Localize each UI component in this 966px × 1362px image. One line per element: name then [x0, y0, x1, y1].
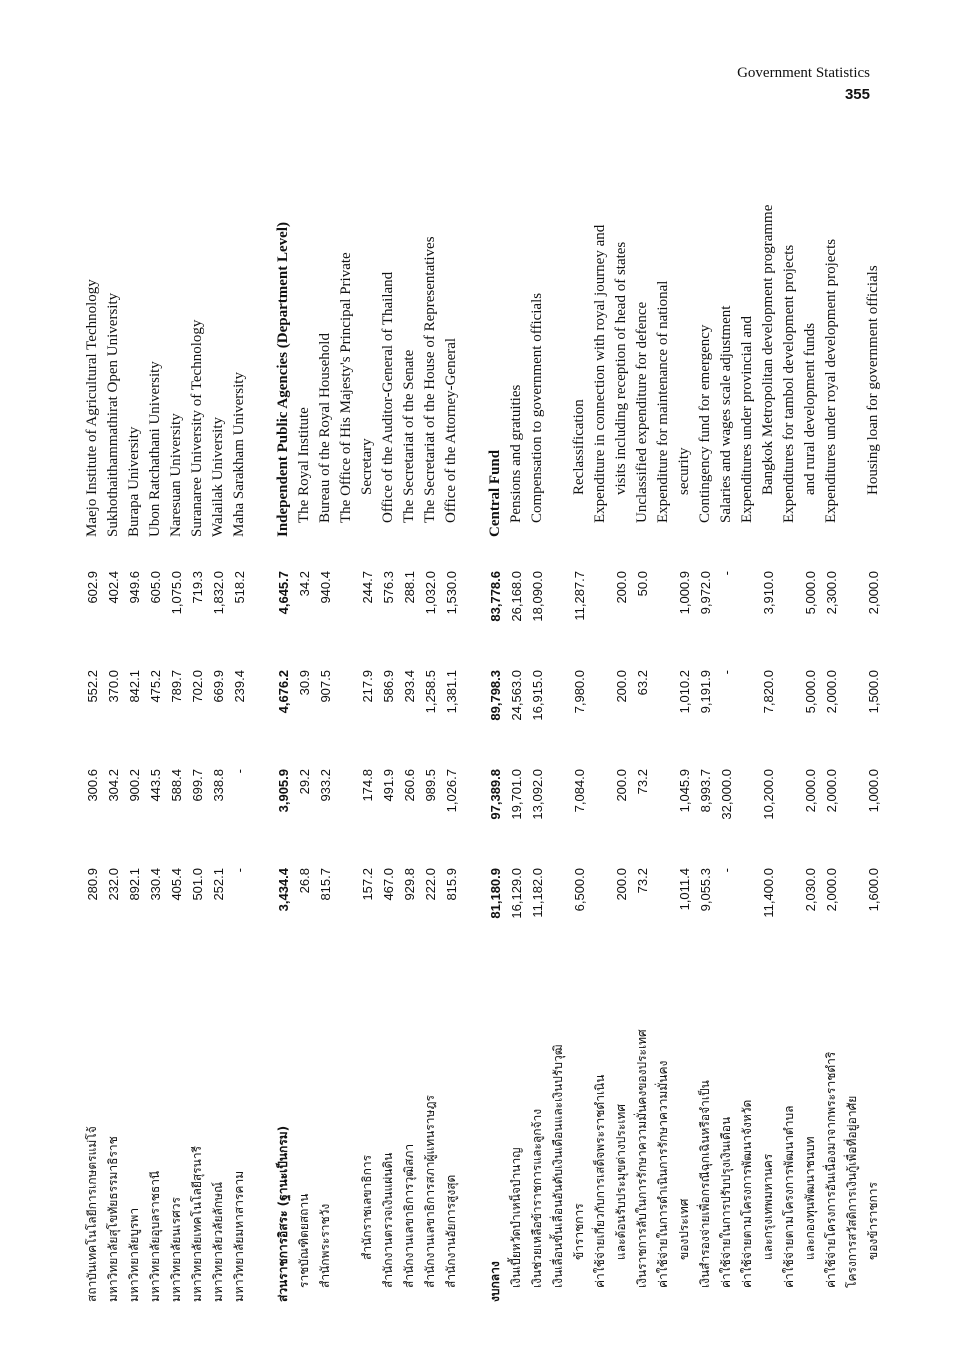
value-col-3: 1,258.5 — [423, 670, 438, 714]
thai-label: และกองทุนพัฒนาชนบท — [803, 1136, 817, 1260]
table-row — [336, 52, 357, 1302]
value-col-3: 63.2 — [635, 670, 650, 696]
value-col-2: 1,000.0 — [866, 769, 881, 813]
value-col-4: 518.2 — [232, 571, 247, 604]
value-col-3: 7,820.0 — [761, 670, 776, 714]
table-row — [842, 52, 863, 1302]
running-title: Government Statistics — [737, 65, 870, 81]
english-label: Walailak University — [210, 416, 226, 537]
thai-label: สำนักงานเลขาธิการสภาผู้แทนราษฎร — [423, 1095, 437, 1288]
english-label: Ubon Ratchathani University — [147, 361, 163, 537]
value-col-3: 789.7 — [169, 670, 184, 703]
value-col-3: 1,381.1 — [444, 670, 459, 714]
thai-label: มหาวิทยาลัยบูรพา — [127, 1207, 141, 1302]
english-label: Burapa University — [126, 426, 142, 537]
english-label: security — [676, 447, 692, 495]
value-col-2: 32,000.0 — [719, 769, 734, 820]
value-col-4: 34.2 — [297, 571, 312, 597]
table-row — [590, 52, 611, 1302]
page-number: 355 — [844, 86, 870, 103]
value-col-1: 2,000.0 — [824, 868, 839, 912]
value-col-4: 719.3 — [190, 571, 205, 604]
table-row — [548, 52, 569, 1302]
value-col-4: 576.3 — [381, 571, 396, 604]
english-label: Expenditure in connection with royal journey and — [592, 224, 608, 523]
english-label: Office of the Attorney-General — [443, 337, 459, 523]
english-label: Expenditures for tambol development projects — [781, 244, 797, 523]
value-col-3: 1,500.0 — [866, 670, 881, 714]
value-col-4: 602.9 — [85, 571, 100, 604]
thai-label: และกรุงเทพมหานคร — [761, 1153, 775, 1260]
value-col-1: 252.1 — [211, 868, 226, 901]
value-col-3: 293.4 — [402, 670, 417, 703]
value-col-1: 11,182.0 — [530, 868, 545, 918]
table-row — [166, 52, 187, 1302]
english-label: Compensation to government officials — [529, 292, 545, 523]
value-col-1: 815.7 — [318, 868, 333, 901]
value-col-2: 29.2 — [297, 769, 312, 795]
value-col-3: 370.0 — [106, 670, 121, 703]
value-col-2: 13,092.0 — [530, 769, 545, 820]
value-col-1: 3,434.4 — [276, 868, 291, 912]
thai-label: สถาบันเทคโนโลยีการเกษตรแม่โจ้ — [85, 1126, 99, 1302]
value-col-4: 50.0 — [635, 571, 650, 597]
value-col-1: 2,030.0 — [803, 868, 818, 912]
table-row — [863, 52, 884, 1302]
table-row — [378, 52, 399, 1302]
value-col-1: 26.8 — [297, 868, 312, 894]
thai-label: เงินสำรองจ่ายเพื่อกรณีฉุกเฉินหรือจำเป็น — [698, 1080, 712, 1288]
value-col-3: 842.1 — [127, 670, 142, 703]
thai-label: ของประเทศ — [677, 1198, 691, 1260]
value-col-2: 2,000.0 — [824, 769, 839, 813]
table-row — [632, 52, 653, 1302]
value-col-1: 892.1 — [127, 868, 142, 901]
value-col-2: 97,389.8 — [488, 769, 503, 820]
value-col-2: 588.4 — [169, 769, 184, 802]
value-col-1: 9,055.3 — [698, 868, 713, 912]
value-col-3: 217.9 — [360, 670, 375, 703]
thai-label: สำนักงานเลขาธิการวุฒิสภา — [402, 1143, 416, 1288]
thai-label: และต้อนรับประมุขต่างประเทศ — [614, 1104, 628, 1260]
value-col-4: 2,000.0 — [866, 571, 881, 615]
statistics-table — [82, 52, 881, 1302]
thai-label: มหาวิทยาลัยอุบลราชธานี — [148, 1170, 162, 1302]
value-col-4: 605.0 — [148, 571, 163, 604]
value-col-2: - — [232, 769, 247, 774]
table-row — [506, 52, 527, 1302]
value-col-3: 9,191.9 — [698, 670, 713, 714]
table-group-row — [485, 52, 506, 1302]
value-col-2: 443.5 — [148, 769, 163, 802]
english-label: The Secretariat of the House of Representatives — [422, 236, 438, 523]
value-col-4: 1,075.0 — [169, 571, 184, 615]
value-col-1: 467.0 — [381, 868, 396, 901]
value-col-3: 907.5 — [318, 670, 333, 703]
value-col-3: 2,000.0 — [824, 670, 839, 714]
table-row — [187, 52, 208, 1302]
value-col-2: 989.5 — [423, 769, 438, 802]
thai-label: มหาวิทยาลัยนเรศวร — [169, 1197, 183, 1302]
value-col-4: 11,287.7 — [572, 571, 587, 621]
thai-label: เงินเบี้ยหวัดบำเหน็จบำนาญ — [509, 1147, 523, 1288]
value-col-3: 4,676.2 — [276, 670, 291, 714]
value-col-3: 16,915.0 — [530, 670, 545, 721]
table-row — [758, 52, 779, 1302]
thai-label: ค่าใช้จ่ายในการดำเนินการรักษาความมั่นคง — [656, 1060, 670, 1288]
table-row — [124, 52, 145, 1302]
english-label: visits including reception of head of states — [613, 241, 629, 495]
value-col-1: - — [232, 868, 247, 873]
value-col-3: - — [719, 670, 734, 675]
value-col-1: 501.0 — [190, 868, 205, 901]
value-col-1: 280.9 — [85, 868, 100, 901]
english-label: Office of the Auditor-General of Thailand — [380, 271, 396, 523]
table-row — [315, 52, 336, 1302]
value-col-4: 83,778.6 — [488, 571, 503, 622]
value-col-4: 940.4 — [318, 571, 333, 604]
value-col-4: 2,300.0 — [824, 571, 839, 615]
value-col-2: 491.9 — [381, 769, 396, 802]
value-col-2: 3,905.9 — [276, 769, 291, 813]
value-col-2: 699.7 — [190, 769, 205, 802]
english-label: Secretary — [359, 438, 375, 495]
english-label: Reclassification — [571, 399, 587, 495]
value-col-1: 16,129.0 — [509, 868, 524, 919]
value-col-1: 232.0 — [106, 868, 121, 901]
value-col-1: 157.2 — [360, 868, 375, 901]
thai-label: สำนักพระราชวัง — [318, 1203, 332, 1288]
english-label: The Royal Institute — [296, 407, 312, 523]
english-label: Bureau of the Royal Household — [317, 333, 333, 523]
table-row — [420, 52, 441, 1302]
table-row — [145, 52, 166, 1302]
thai-label: มหาวิทยาลัยวลัยลักษณ์ — [211, 1181, 225, 1302]
thai-label: มหาวิทยาลัยสุโขทัยธรรมาธิราช — [106, 1136, 120, 1302]
thai-label: เงินเลื่อนขั้นเลื่อนอันดับเงินเดือนและเงินปรับวุฒิ — [551, 1044, 565, 1288]
thai-label: ค่าใช้จ่ายโครงการอันเนื่องมาจากพระราชดำริ — [824, 1051, 838, 1288]
table-row — [569, 52, 590, 1302]
value-col-2: 2,000.0 — [803, 769, 818, 813]
value-col-2: 300.6 — [85, 769, 100, 802]
thai-label: สำนักงานอัยการสูงสุด — [444, 1174, 458, 1288]
value-col-3: 552.2 — [85, 670, 100, 703]
value-col-3: 7,980.0 — [572, 670, 587, 714]
value-col-2: 7,084.0 — [572, 769, 587, 813]
table-row — [527, 52, 548, 1302]
value-col-2: 8,993.7 — [698, 769, 713, 813]
value-col-2: 1,026.7 — [444, 769, 459, 813]
thai-label: ค่าใช้จ่ายในการปรับปรุงเงินเดือน — [719, 1116, 733, 1288]
value-col-4: 244.7 — [360, 571, 375, 604]
thai-label: งบกลาง — [488, 1261, 502, 1302]
value-col-1: 1,011.4 — [677, 868, 692, 911]
value-col-2: 200.0 — [614, 769, 629, 802]
table-row — [103, 52, 124, 1302]
value-col-2: 19,701.0 — [509, 769, 524, 820]
thai-label: ข้าราชการ — [572, 1203, 586, 1260]
english-label: Bangkok Metropolitan development programme — [760, 204, 776, 495]
value-col-2: 933.2 — [318, 769, 333, 802]
value-col-3: 586.9 — [381, 670, 396, 703]
table-row — [229, 52, 250, 1302]
value-col-1: 11,400.0 — [761, 868, 776, 918]
value-col-1: 815.9 — [444, 868, 459, 901]
table-row — [695, 52, 716, 1302]
value-col-1: 200.0 — [614, 868, 629, 901]
table-row — [208, 52, 229, 1302]
value-col-2: 900.2 — [127, 769, 142, 802]
thai-label: ของข้าราชการ — [866, 1182, 880, 1260]
thai-label: เงินช่วยเหลือข้าราชการและลูกจ้าง — [530, 1108, 544, 1288]
value-col-4: 5,000.0 — [803, 571, 818, 615]
thai-label: เงินราชการลับในการรักษาความมั่นคงของประเทศ — [635, 1029, 649, 1288]
english-label: Independent Public Agencies (Department Level) — [275, 222, 291, 537]
english-label: Housing loan for government officials — [865, 265, 881, 495]
value-col-3: 5,000.0 — [803, 670, 818, 714]
table-row — [357, 52, 378, 1302]
value-col-1: 330.4 — [148, 868, 163, 901]
english-label: Central Fund — [487, 449, 503, 537]
value-col-4: - — [719, 571, 734, 576]
value-col-4: 949.6 — [127, 571, 142, 604]
thai-label: ราชบัณฑิตยสถาน — [297, 1193, 311, 1288]
row-spacer — [462, 52, 485, 1302]
table-row — [737, 52, 758, 1302]
value-col-1: 1,600.0 — [866, 868, 881, 912]
table-row — [800, 52, 821, 1302]
english-label: Salaries and wages scale adjustment — [718, 305, 734, 523]
value-col-1: 73.2 — [635, 868, 650, 894]
value-col-2: 174.8 — [360, 769, 375, 802]
english-label: Expenditures under royal development projects — [823, 238, 839, 523]
value-col-2: 338.8 — [211, 769, 226, 802]
thai-label: สำนักราชเลขาธิการ — [360, 1154, 374, 1260]
english-label: Contingency fund for emergency — [697, 324, 713, 523]
value-col-3: 669.9 — [211, 670, 226, 703]
value-col-4: 26,168.0 — [509, 571, 524, 622]
value-col-4: 1,530.0 — [444, 571, 459, 615]
thai-label: สำนักงานตรวจเงินแผ่นดิน — [381, 1152, 395, 1288]
value-col-2: 304.2 — [106, 769, 121, 802]
value-col-4: 1,832.0 — [211, 571, 226, 615]
value-col-4: 9,972.0 — [698, 571, 713, 615]
table-row — [821, 52, 842, 1302]
value-col-4: 4,645.7 — [276, 571, 291, 615]
value-col-2: 260.6 — [402, 769, 417, 802]
value-col-3: 30.9 — [297, 670, 312, 696]
english-label: Unclassified expenditure for defence — [634, 301, 650, 523]
english-label: Expenditure for maintenance of national — [655, 280, 671, 523]
value-col-4: 288.1 — [402, 571, 417, 604]
thai-label: มหาวิทยาลัยเทคโนโลยีสุรนารี — [190, 1145, 204, 1302]
thai-label: ค่าใช้จ่ายตามโครงการพัฒนาตำบล — [782, 1105, 796, 1288]
english-label: Maha Sarakham University — [231, 372, 247, 537]
value-col-3: 1,010.2 — [677, 670, 692, 714]
thai-label: ค่าใช้จ่ายตามโครงการพัฒนาจังหวัด — [740, 1099, 754, 1288]
value-col-1: 405.4 — [169, 868, 184, 901]
value-col-4: 18,090.0 — [530, 571, 545, 622]
value-col-3: 702.0 — [190, 670, 205, 703]
table-row — [82, 52, 103, 1302]
thai-label: โครงการสวัสดิการเงินกู้เพื่อที่อยู่อาศัย — [845, 1095, 859, 1288]
value-col-1: 222.0 — [423, 868, 438, 901]
english-label: The Secretariat of the Senate — [401, 349, 417, 523]
table-row — [294, 52, 315, 1302]
value-col-4: 200.0 — [614, 571, 629, 604]
table-row — [399, 52, 420, 1302]
value-col-2: 1,045.9 — [677, 769, 692, 813]
row-spacer — [250, 52, 273, 1302]
value-col-3: 89,798.3 — [488, 670, 503, 721]
value-col-3: 239.4 — [232, 670, 247, 703]
value-col-2: 73.2 — [635, 769, 650, 795]
table-row — [779, 52, 800, 1302]
value-col-2: 10,200.0 — [761, 769, 776, 820]
english-label: Suranaree University of Technology — [189, 319, 205, 537]
thai-label: ส่วนราชการอิสระ (ฐานะเป็นกรม) — [276, 1125, 290, 1302]
english-label: Expenditures under provincial and — [739, 315, 755, 523]
value-col-1: 929.8 — [402, 868, 417, 901]
table-row — [716, 52, 737, 1302]
english-label: and rural development funds — [802, 322, 818, 495]
value-col-3: 475.2 — [148, 670, 163, 703]
thai-label: ค่าใช้จ่ายเกี่ยวกับการเสด็จพระราชดำเนิน — [593, 1074, 607, 1288]
value-col-1: - — [719, 868, 734, 873]
value-col-3: 24,563.0 — [509, 670, 524, 721]
english-label: Naresuan University — [168, 413, 184, 537]
table-group-row — [273, 52, 294, 1302]
table-row — [611, 52, 632, 1302]
english-label: The Office of His Majesty's Principal Private — [338, 252, 354, 523]
table-row — [653, 52, 674, 1302]
value-col-1: 81,180.9 — [488, 868, 503, 919]
value-col-4: 402.4 — [106, 571, 121, 604]
table-row — [441, 52, 462, 1302]
english-label: Sukhothaithammathirat Open University — [105, 292, 121, 537]
english-label: Pensions and gratuities — [508, 384, 524, 523]
english-label: Maejo Institute of Agricultural Technology — [84, 279, 100, 537]
value-col-4: 3,910.0 — [761, 571, 776, 615]
value-col-1: 6,500.0 — [572, 868, 587, 912]
thai-label: มหาวิทยาลัยมหาสารคาม — [232, 1170, 246, 1302]
value-col-3: 200.0 — [614, 670, 629, 703]
value-col-4: 1,032.0 — [423, 571, 438, 615]
table-row — [674, 52, 695, 1302]
value-col-4: 1,000.9 — [677, 571, 692, 615]
